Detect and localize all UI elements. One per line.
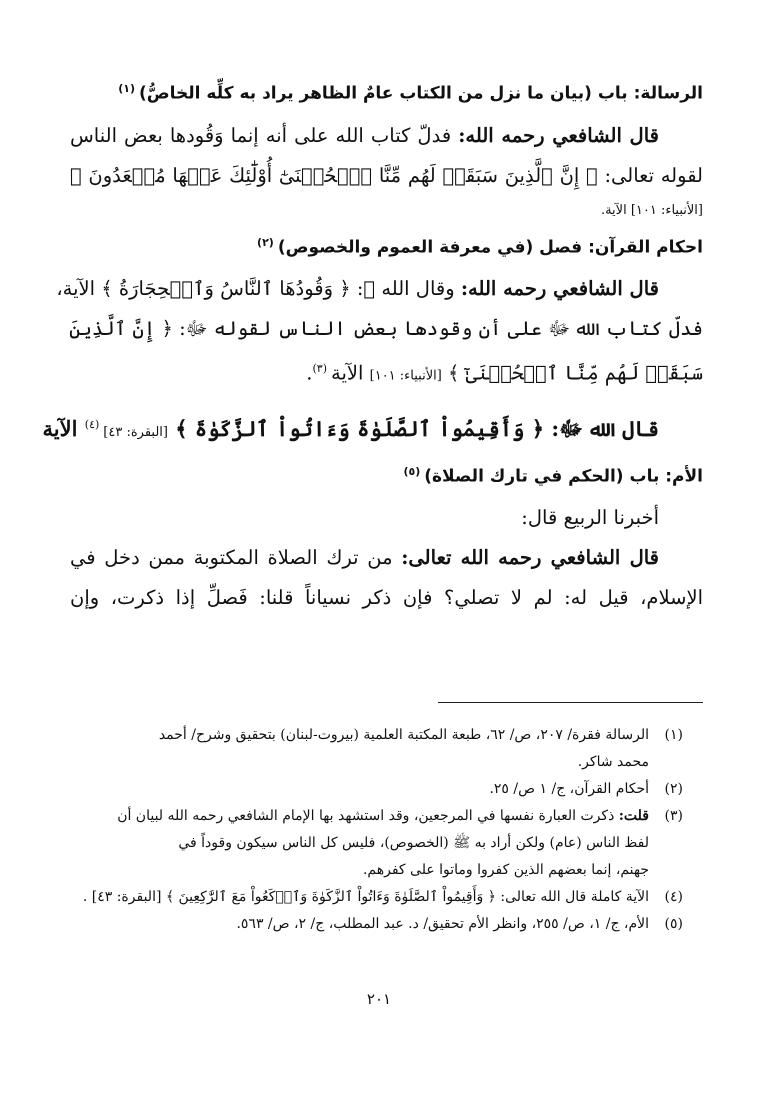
- verse-quote: ﴿ وَأَقِيمُواْ ٱلصَّلَوٰةَ وَءَاتُواْ ٱلزَّكَوٰةَ ﴾: [175, 415, 545, 441]
- footnote-2: [70, 776, 683, 803]
- footnote-number: (٤): [664, 889, 683, 905]
- page-number: ٢٠١: [366, 990, 392, 1008]
- footnote-line: الآية كاملة قال الله تعالى: ﴿ وَأَقِيمُواْ ٱلصَّلَوٰةَ وَءَاتُواْ ٱلزَّكَوٰةَ وَٱرۡكَعُواْ مَعَ ٱلرَّٰكِعِينَ ﴾ [البقرة: ٤٣] .: [82, 889, 649, 905]
- footnote-4: [70, 884, 683, 911]
- footnote-line: أحكام القرآن، ج/ ١ ص/ ٢٥.: [489, 781, 649, 797]
- footnotes: [70, 722, 683, 938]
- risala-speaker: قال الشافعي رحمه الله:: [458, 123, 659, 147]
- ahkam-line-3-cite: [الأنبياء: ١٠١]: [369, 368, 442, 384]
- footnote-ref-3: (٣): [312, 362, 328, 376]
- footnote-line-text: ذكرت العبارة نفسها في المرجعين، وقد استشهد بها الإمام الشافعي رحمه الله لبيان أن: [117, 808, 615, 824]
- ahkam-line-3: سَبَقَتۡ لَهُم مِّنَّا ٱلۡحُسۡنَىٰٓ ﴾ [الأنبياء: ١٠١] الآية$^{(٣)}$.: [306, 361, 703, 385]
- ahkam-heading-text: احكام القرآن: فصل (في معرفة العموم والخصوص): [277, 237, 703, 258]
- ahkam-line-1-text: وقال الله ﷻ: ﴿ وَقُودُهَا ٱلنَّاسُ وَٱلۡحِجَارَةُ ﴾ الآية،: [56, 277, 455, 301]
- footnote-number: (٢): [664, 781, 683, 797]
- ahkam-line-3-end: الآية: [331, 361, 364, 385]
- verse-lead: قال الله ﷻ:: [551, 415, 659, 441]
- footnote-line: [70, 803, 649, 830]
- footnote-number: (٣): [664, 808, 683, 824]
- footnote-line: الرسالة فقرة/ ٢٠٧، ص/ ٦٢، طبعة المكتبة العلمية (بيروت-لبنان) بتحقيق وشرح/ أحمد: [158, 727, 649, 743]
- risala-line-3: [الأنبياء: ١٠١] الآية.: [600, 202, 703, 218]
- footnote-lead: قلت:: [618, 808, 649, 824]
- footnote-3: [70, 803, 683, 884]
- footnote-ref-2: (٢): [257, 235, 274, 249]
- ahkam-line-3-quote: سَبَقَتۡ لَهُم مِّنَّا ٱلۡحُسۡنَىٰٓ ﴾: [448, 361, 703, 385]
- verse-end: الآية: [42, 415, 78, 441]
- umm-line-2: الإسلام، قيل له: لم لا تصلي؟ فإن ذكر نسياناً قلنا: فَصلِّ إذا ذكرت، وإن: [70, 586, 703, 610]
- risala-line-1-text: فدلّ كتاب الله على أنه إنما وَقُودها بعض الناس: [70, 123, 452, 147]
- risala-line-1: [70, 116, 703, 156]
- umm-speaker: قال الشافعي رحمه الله تعالى:: [401, 546, 660, 570]
- footnote-ref-5: (٥): [403, 464, 421, 478]
- footnote-line: جهنم، إنما بعضهم الذين كفروا وماتوا على كفرهم.: [362, 862, 649, 878]
- footnote-ref-1: (١): [118, 82, 136, 95]
- footnote-line: لفظ الناس (عام) ولكن أراد به ﷺ (الخصوص)، فليس كل الناس سيكون وقوداً في: [178, 835, 649, 851]
- footnote-number: (٥): [664, 916, 683, 932]
- verse-line: [42, 403, 703, 455]
- risala-line-2: لقوله تعالى: ﴿ إِنَّ ٱلَّذِينَ سَبَقَتۡ لَهُم مِّنَّا ٱلۡحُسۡنَىٰٓ أُوْلَٰٓئِكَ عَنۡهَا مُبۡعَدُونَ ﴾: [70, 163, 703, 187]
- footnote-line: الأم، ج/ ١، ص/ ٢٥٥، وانظر الأم تحقيق/ د. عبد المطلب، ج/ ٢، ص/ ٥٦٣.: [236, 916, 649, 932]
- ahkam-line-2: فدلّ كتاب الله ﷻ على أن وقودها بعض الناس لقوله ﷻ: ﴿ إِنَّ ٱلَّذِينَ: [69, 317, 703, 341]
- umm-intro: أخبرنا الربيع قال:: [521, 506, 659, 530]
- umm-line-1-text: من ترك الصلاة المكتوبة ممن دخل في: [70, 546, 393, 570]
- ahkam-heading: [70, 236, 703, 258]
- ahkam-speaker: قال الشافعي رحمه الله:: [460, 277, 659, 301]
- umm-heading-text: الأم: باب (الحكم في تارك الصلاة): [424, 466, 703, 487]
- umm-line-1: [70, 538, 703, 578]
- verse-cite: [البقرة: ٤٣]: [103, 424, 168, 440]
- footnote-5: [70, 911, 683, 938]
- footnote-number: (١): [664, 727, 683, 743]
- footnote-separator: [438, 702, 703, 703]
- risala-heading: [70, 82, 703, 104]
- umm-heading: [70, 465, 703, 487]
- footnote-1: [70, 722, 683, 776]
- footnote-line: محمد شاكر.: [577, 754, 649, 770]
- main-text: [42, 78, 703, 618]
- footnote-ref-4: (٤): [84, 417, 100, 431]
- ahkam-line-1: [56, 269, 703, 309]
- risala-heading-text: الرسالة: باب (بيان ما نزل من الكتاب عامٌ الظاهر يراد به كلِّه الخاصُّ): [139, 83, 703, 104]
